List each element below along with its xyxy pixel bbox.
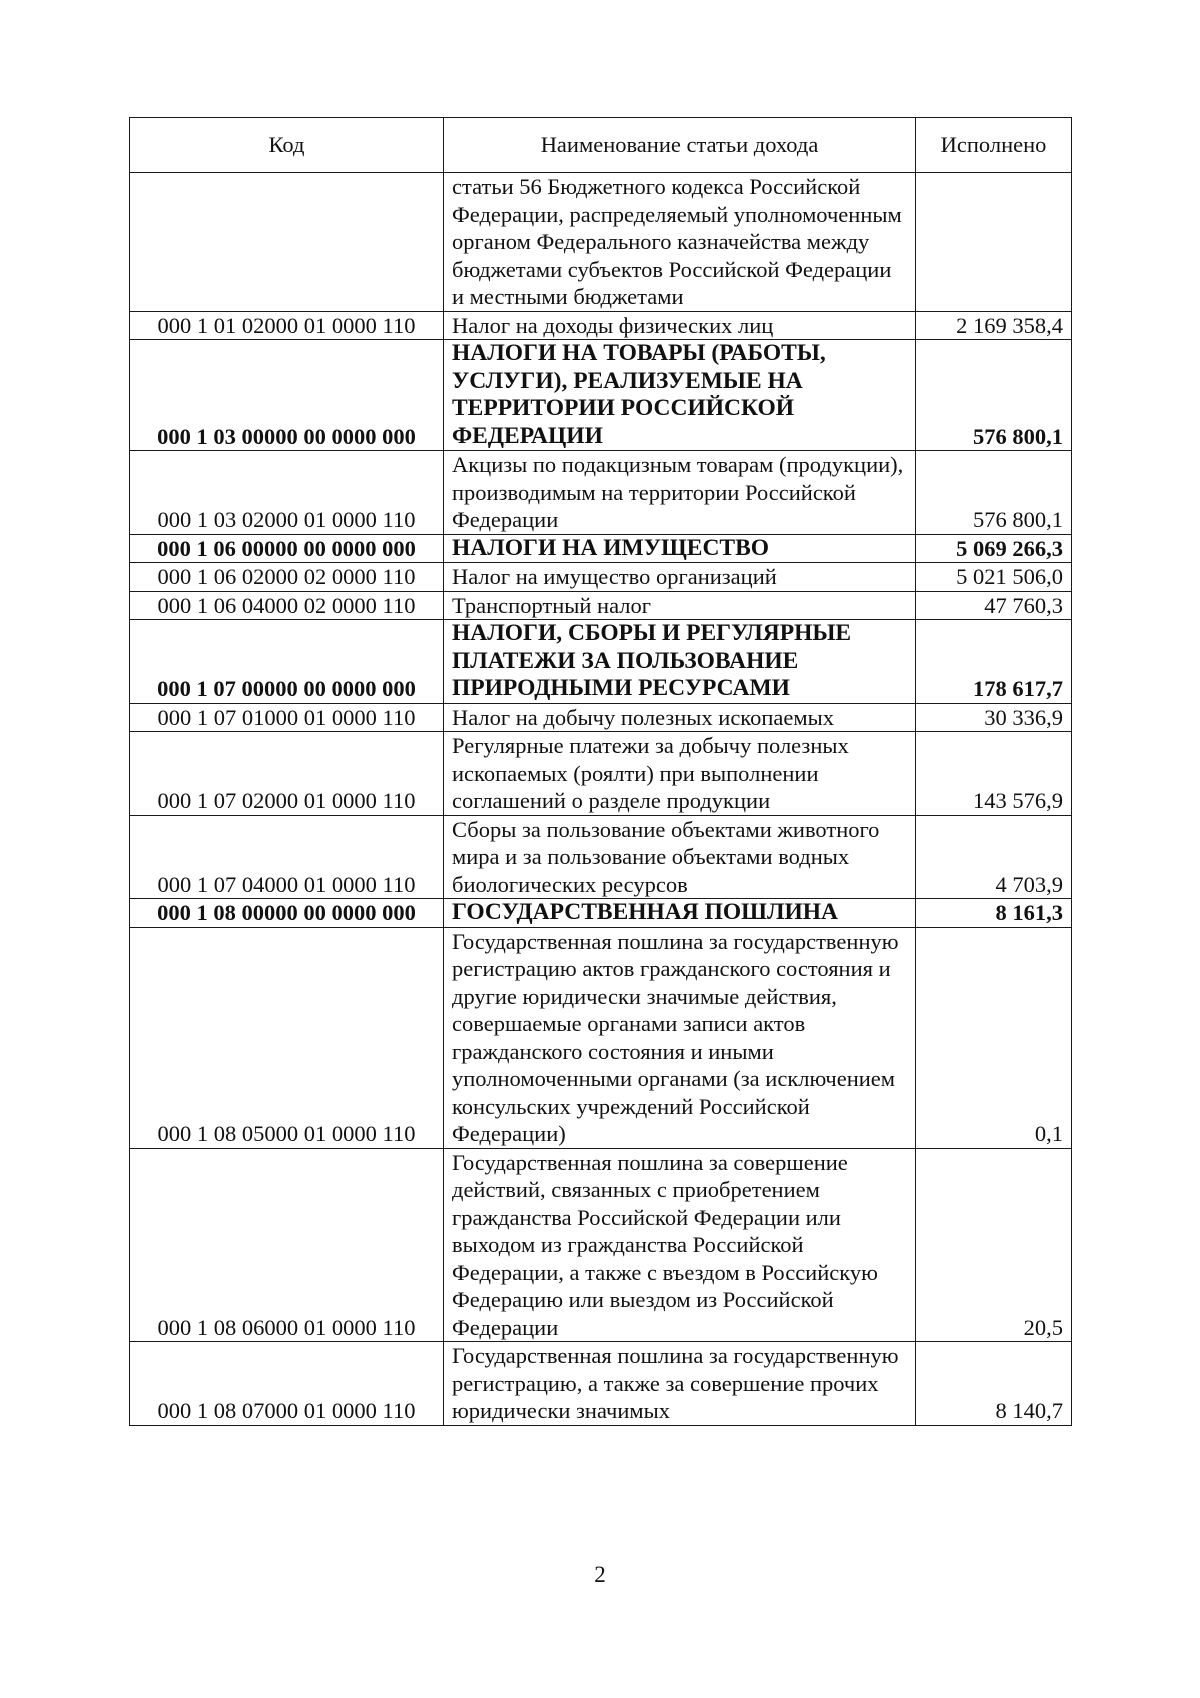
row-code: 000 1 01 02000 01 0000 110 (130, 311, 444, 340)
table-row (130, 732, 1072, 816)
row-amount: 178 617,7 (916, 620, 1072, 704)
row-code: 000 1 06 04000 02 0000 110 (130, 591, 444, 620)
row-code: 000 1 07 01000 01 0000 110 (130, 703, 444, 732)
row-name: ГОСУДАРСТВЕННАЯ ПОШЛИНА (444, 899, 916, 928)
header-code: Код (130, 118, 444, 173)
row-name: Регулярные платежи за добычу полезных ископаемых (роялти) при выполнении соглашений о разделе продукции (444, 732, 916, 816)
header-amount: Исполнено (916, 118, 1072, 173)
row-amount: 47 760,3 (916, 591, 1072, 620)
row-name: Акцизы по подакцизным товарам (продукции), производимым на территории Российской Федерации (444, 451, 916, 535)
row-code: 000 1 06 02000 02 0000 110 (130, 563, 444, 592)
row-name: Транспортный налог (444, 591, 916, 620)
header-name: Наименование статьи дохода (444, 118, 916, 173)
row-code: 000 1 07 02000 01 0000 110 (130, 732, 444, 816)
row-name: Государственная пошлина за совершение действий, связанных с приобретением гражданства Российской Федерации или выходом из гражданства Российской Федерации, а также с въездом в Российскую Федерацию или выездом из Российской Федерации (444, 1148, 916, 1342)
row-name: статьи 56 Бюджетного кодекса Российской Федерации, распределяемый уполномоченным органом Федерального казначейства между бюджетами субъектов Российской Федерации и местными бюджетами (444, 173, 916, 312)
row-amount: 30 336,9 (916, 703, 1072, 732)
table-row (130, 899, 1072, 928)
row-code: 000 1 06 00000 00 0000 000 (130, 534, 444, 563)
row-code: 000 1 08 07000 01 0000 110 (130, 1342, 444, 1426)
row-amount: 5 069 266,3 (916, 534, 1072, 563)
table-row (130, 311, 1072, 340)
row-code (130, 173, 444, 312)
table-row (130, 815, 1072, 899)
table-row (130, 173, 1072, 312)
row-name: НАЛОГИ, СБОРЫ И РЕГУЛЯРНЫЕ ПЛАТЕЖИ ЗА ПОЛЬЗОВАНИЕ ПРИРОДНЫМИ РЕСУРСАМИ (444, 620, 916, 704)
row-amount: 0,1 (916, 927, 1072, 1148)
table-row (130, 1342, 1072, 1426)
row-name: Налог на добычу полезных ископаемых (444, 703, 916, 732)
row-code: 000 1 08 06000 01 0000 110 (130, 1148, 444, 1342)
row-amount: 8 161,3 (916, 899, 1072, 928)
table-row (130, 563, 1072, 592)
row-amount: 576 800,1 (916, 451, 1072, 535)
row-code: 000 1 03 02000 01 0000 110 (130, 451, 444, 535)
table-row (130, 927, 1072, 1148)
row-name: НАЛОГИ НА ТОВАРЫ (РАБОТЫ, УСЛУГИ), РЕАЛИЗУЕМЫЕ НА ТЕРРИТОРИИ РОССИЙСКОЙ ФЕДЕРАЦИИ (444, 340, 916, 451)
table-row (130, 1148, 1072, 1342)
row-amount: 20,5 (916, 1148, 1072, 1342)
row-name: НАЛОГИ НА ИМУЩЕСТВО (444, 534, 916, 563)
row-code: 000 1 08 00000 00 0000 000 (130, 899, 444, 928)
row-name: Налог на имущество организаций (444, 563, 916, 592)
row-amount: 4 703,9 (916, 815, 1072, 899)
table-row (130, 340, 1072, 451)
row-name: Налог на доходы физических лиц (444, 311, 916, 340)
row-amount: 576 800,1 (916, 340, 1072, 451)
row-amount: 143 576,9 (916, 732, 1072, 816)
row-name: Сборы за пользование объектами животного мира и за пользование объектами водных биологических ресурсов (444, 815, 916, 899)
table-row (130, 451, 1072, 535)
row-name: Государственная пошлина за государственную регистрацию, а также за совершение прочих юридически значимых (444, 1342, 916, 1426)
row-code: 000 1 07 04000 01 0000 110 (130, 815, 444, 899)
row-amount: 2 169 358,4 (916, 311, 1072, 340)
table-row (130, 703, 1072, 732)
row-code: 000 1 07 00000 00 0000 000 (130, 620, 444, 704)
row-name: Государственная пошлина за государственную регистрацию актов гражданского состояния и другие юридически значимые действия, совершаемые органами записи актов гражданского состояния и иными уполномоченными органами (за исключением консульских учреждений Российской Федерации) (444, 927, 916, 1148)
row-code: 000 1 08 05000 01 0000 110 (130, 927, 444, 1148)
row-code: 000 1 03 00000 00 0000 000 (130, 340, 444, 451)
table-header-row (130, 118, 1072, 173)
table-row (130, 534, 1072, 563)
row-amount (916, 173, 1072, 312)
table-body (130, 173, 1072, 1426)
row-amount: 8 140,7 (916, 1342, 1072, 1426)
revenue-table (129, 117, 1072, 1426)
row-amount: 5 021 506,0 (916, 563, 1072, 592)
page-number: 2 (594, 1562, 606, 1587)
table-row (130, 620, 1072, 704)
table-row (130, 591, 1072, 620)
